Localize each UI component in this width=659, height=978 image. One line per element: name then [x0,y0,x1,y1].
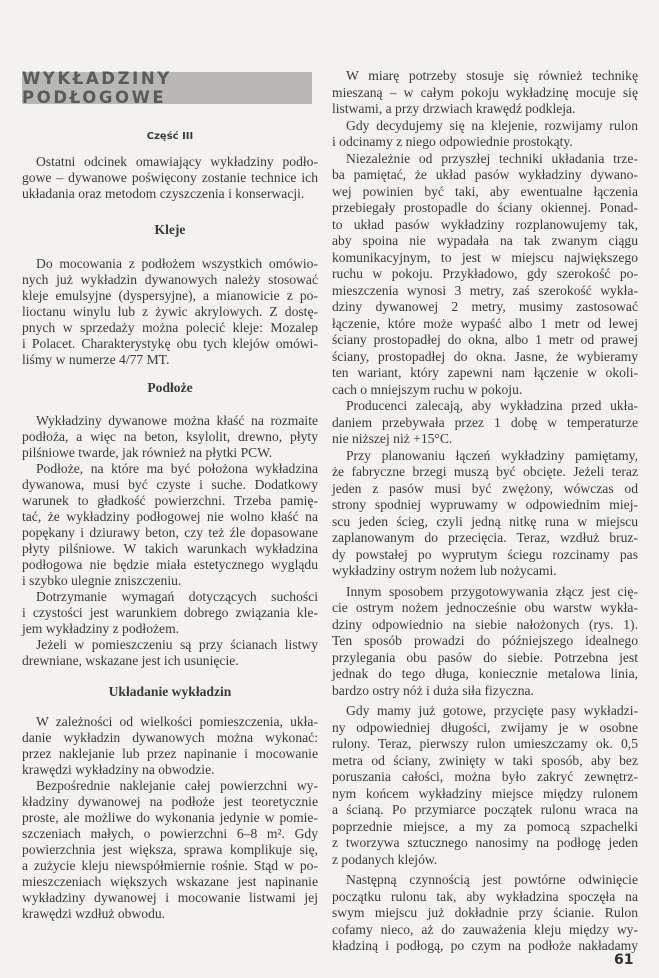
text-line: ruchu w pokoju. Przykładowo, gdy szerokość po- [332,266,638,281]
text-line: Ten sposób prowadzi do późniejszego idealnego [332,633,638,648]
text-line: wykładziny ostrym nożem lub nożycami. [332,563,557,578]
text-line: lioctanu winylu lub z żywic akrylowych. Z dostę- [22,304,318,319]
text-line: że fabryczne brzegi muszą być obcięte. Jeżeli teraz [332,464,638,479]
text-line: Producenci zalecają, aby wykładzina przed ukła- [346,398,638,413]
text-line: łączenie, które może wypaść albo 1 metr od lewej [332,315,638,331]
text-line: Ostatni odcinek omawiający wykładziny podło- [36,154,318,169]
text-line: Gdy mamy już gotowe, przycięte pasy wykładzi- [346,703,638,718]
text-line: wykładziny dywanowej i mocowanie listwami jej [22,890,318,905]
text-line: ściany, prostopadłej do okna. Jasne, że wybieramy [332,348,638,364]
page-number: 61 [614,952,634,968]
paragraph [22,589,318,637]
text-line: cofamy nieco, aż do zauważenia kleju między wy- [332,921,638,937]
text-line: i odcinamy z niego odpowiednie prostokąty. [332,134,573,149]
paragraph [332,703,638,868]
text-line: krawędzi wykładziny na obwodzie. [22,762,215,777]
text-line: Bezpośrednie naklejanie całej powierzchni wy- [36,778,318,793]
text-line: warunek to gładkość powierzchni. Trzeba pamię- [22,493,318,508]
paragraph [332,448,638,580]
text-line: komunikacyjnym, to jest w miejscu największego [332,249,638,265]
paragraph [332,584,638,700]
paragraph [332,398,638,448]
paragraph [22,778,318,922]
text-line: zaplanowanym do przecięcia. Teraz, wzdłuż bruz- [332,530,638,545]
text-line: danie wykładzin dywanowych można wykonać: [22,730,318,745]
paragraph [22,714,318,778]
text-line: układania oraz metodom czyszczenia i konserwacji. [22,186,305,201]
text-line: mieszczenia wynosi 3 metry, zaś szerokość wykła- [332,282,638,298]
section-heading: Część III [146,131,194,142]
text-line: poruszania całości, można było zakryć zewnętrz- [332,769,638,784]
text-line: strony spodniej wypruwamy w odpowiednim miej- [332,497,638,512]
text-line: ba pamiętać, że układ pasów wykładziny dywano- [332,167,638,182]
text-line: i Polacet. Charakterystykę obu tych klejów omówi- [22,336,318,351]
text-line: Następną czynnością jest powtórne odwinięcie [346,872,638,887]
text-line: pilśniowe twarde, jak również na płytki PCW. [22,445,273,460]
text-line: z podanych klejów. [332,851,438,867]
section-heading: Podłoże [147,380,193,395]
text-line: liśmy w numerze 4/77 MT. [22,352,170,367]
text-line: cach o mniejszym ruchu w pokoju. [332,381,523,397]
text-line: kleje emulsyjne (dyspersyjne), a mianowicie z po- [22,288,318,303]
text-line: nych już wykładzin dywanowych należy stosować [22,272,318,287]
text-line: wej powinien być taki, aby ewentualne łączenia [332,183,638,199]
text-line: mieszczeniach większych wskazane jest napinanie [22,874,318,889]
text-line: Wykładziny dywanowe można kłaść na rozmaite [36,413,318,428]
text-line: początku rulonu tak, aby wykładzina spoczęła na [332,888,638,904]
text-line: Do mocowania z podłożem wszystkich omówio- [36,256,318,271]
text-line: bardzo ostry nóż i duża siła fizyczna. [332,682,534,698]
text-line: ten wariant, który zapewni nam łączenie w okoli- [332,365,638,380]
section-heading: Układanie wykładzin [108,684,232,699]
section-heading: Kleje [154,222,186,237]
text-line: Innym sposobem przygotowywania złącz jest cię- [346,583,638,599]
text-line: i czystości jest warunkiem dobrego związania kle- [22,605,318,620]
text-line: kładziną i podłogą, po czym na podłoże nakładamy [332,938,638,953]
text-line: szczeniach małych, o powierzchni 6–8 m². Gdy [22,826,318,841]
text-line: podłoża, a więc na beton, ksylolit, drewno, płyty [22,429,318,444]
text-line: powierzchnia jest większa, sprawa komplikuje się, [22,842,318,857]
text-line: podłogowa nie będzie miała estetycznego wyglądu [22,557,318,572]
text-line: poprzednie miejsce, a my za pomocą szpachelki [332,818,638,834]
paragraph [332,151,638,399]
text-line: to układ pasów wykładziny rozplanowujemy tak, [332,216,638,232]
text-line: drewniane, wskazane jest ich usunięcie. [22,653,239,668]
text-line: Przy planowaniu łączeń wykładziny pamiętamy, [346,447,638,463]
right-column [332,68,638,955]
paragraph [22,461,318,589]
paragraph [332,118,638,151]
text-line: Niezależnie od przyszłej techniki układania trze- [346,150,638,166]
text-line: aby spoina nie wypadała na tak zwanym ciągu [332,233,638,248]
paragraph [22,637,318,669]
paragraph [22,413,318,461]
article-title: WYKŁADZINY PODŁOGOWE [22,69,172,107]
text-line: nym końcem wykładziny miejsce między rulonem [332,785,638,801]
text-line: cie ostrym nożem jednocześnie obu warstw wykła- [332,600,638,615]
text-line: Gdy decydujemy się na klejenie, rozwijamy rulon [346,117,638,133]
text-line: z tworzywa sztucznego nanosimy na podłogę jeden [332,835,638,850]
text-line: metra od ściany, zwinięty w taki sposób, aby bez [332,752,638,768]
text-line: pnych w sprzedaży można polecić kleje: Mozalep [22,320,318,335]
text-line: Dotrzymanie wymagań dotyczących suchości [36,589,318,604]
text-line: Jeżeli w pomieszczeniu są przy ścianach listwy [36,637,318,652]
text-line: mieszaną – w całym pokoju wykładzinę mocuje się [332,84,638,100]
paragraph [22,154,318,202]
text-line: krawędzi wzdłuż obwodu. [22,906,166,921]
paragraph [22,256,318,368]
text-line: i szybko ulegnie zniszczeniu. [22,573,182,588]
text-line: proste, ale możliwe do wykonania jedynie w pomie- [22,810,318,825]
text-line: płyty pilśniowe. W takich warunkach wykładzina [22,541,318,556]
text-line: W miarę potrzeby stosuje się również technikę [346,68,638,83]
text-line: jeden z pasów musi być zwężony, wówczas od [332,480,638,496]
text-line: przez naklejanie lub przez napinanie i mocowanie [22,746,318,761]
text-line: swym miejscu już dokładnie przy ścianie. Rulon [332,905,638,920]
text-line: dziny odpowiednio na siebie nałożonych (rys. 1). [332,616,638,632]
text-line: a zużycie kleju niewspółmiernie rośnie. Stąd w po- [22,858,318,873]
text-line: Podłoże, na które ma być położona wykładzina [36,461,318,476]
text-line: nie niższej niż +15°C. [332,431,453,446]
text-line: a ścianą. Po przymiarce początek rulonu wraca na [332,802,638,817]
text-line: przebiegały prostopadle do ściany okiennej. Ponad- [332,200,638,215]
text-line: W zależności od wielkości pomieszczenia, ukła- [36,714,318,729]
text-line: ściany prostopadłej do okna, albo 1 metr od prawej [332,332,638,347]
text-line: dziny dywanowej 2 metry, musimy zastosować [332,299,638,314]
text-line: tać, że wykładziny podłogowej nie wolno kłaść na [22,509,318,524]
title-banner [22,69,312,107]
text-line: daniem przebywała przez 1 dobę w temperaturze [332,414,638,430]
text-line: ny odpowiedniej długości, zwijamy je w osobne [332,719,638,735]
paragraph [332,68,638,118]
text-line: popękany i dziurawy beton, czy też źle dopasowane [22,525,318,540]
text-line: przylegania obu pasów do siebie. Potrzebna jest [332,649,638,665]
text-line: rulony. Teraz, pierwszy rulon umieszczamy ok. 0,5 [332,736,638,751]
text-line: dywanowa, musi być czyste i suche. Dodatkowy [22,477,318,492]
paragraph [332,872,638,955]
text-line: kładziny dywanowej na podłoże jest teoretycznie [22,794,318,809]
text-line: listwami, a przy drzwiach krawędź podkleja. [332,101,576,116]
text-line: jednak do tego długa, koniecznie metalowa linia, [332,666,638,681]
text-line: scu jeden ścieg, czyli jedną nitkę runa w miejscu [332,513,638,529]
text-line: dy powstałej po wyprutym ściegu rozcinamy pas [332,546,638,562]
text-line: jem wykładziny z podłożem. [22,621,180,636]
text-line: gowe – dywanowe poświęcony zostanie technice ich [22,170,318,185]
left-column [22,129,318,922]
